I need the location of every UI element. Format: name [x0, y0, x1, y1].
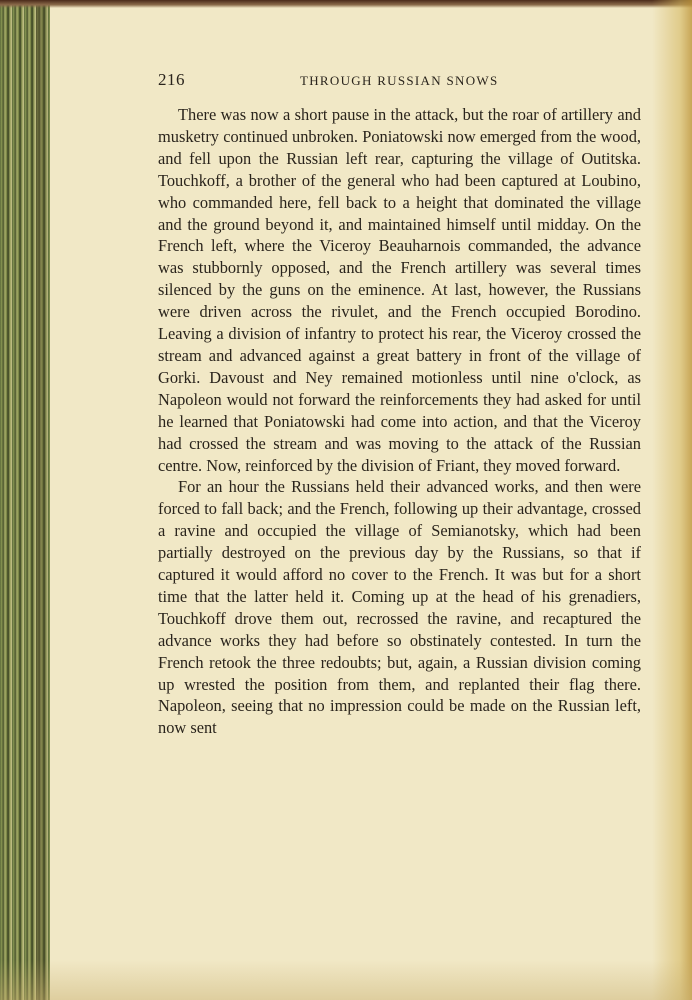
book-binding	[0, 0, 50, 1000]
bottom-page-edge	[0, 960, 692, 1000]
right-page-edge	[652, 0, 692, 1000]
paragraph-2: For an hour the Russians held their advanced works, and then were forced to fall back; and the French, following up their advantage, crossed a ravine and occupied the village of Semianotsky, which had been partially destroyed on the previous day by the Russians, so that if captured it would afford no cover to the French. It was but for a short time that the latter held it. Coming up at the head of his grenadiers, Touchkoff drove them out, recrossed the ravine, and recaptured the advance works they had before so obstinately contested. In turn the French retook the three redoubts; but, again, a Russian division coming up wrested the position from them, and replanted their flag there. Napoleon, seeing that no impression could be made on the Russian left, now sent	[158, 477, 641, 738]
running-head	[158, 70, 641, 94]
page-text-block	[158, 70, 641, 739]
paragraph-1: There was now a short pause in the attack, but the roar of artillery and musketry continued unbroken. Poniatowski now emerged from the wood, and fell upon the Russian left rear, capturing the village of Outitska. Touchkoff, a brother of the general who had been captured at Loubino, who commanded here, fell back to a height that dominated the village and the ground beyond it, and maintained himself until midday. On the French left, where the Viceroy Beauharnois commanded, the advance was stubbornly opposed, and the French artillery was several times silenced by the guns on the eminence. At last, however, the Russians were driven across the rivulet, and the French occupied Borodino. Leaving a division of infantry to protect his rear, the Viceroy crossed the stream and advanced against a great battery in front of the village of Gorki. Davoust and Ney remained motionless until nine o'clock, as Napoleon would not forward the reinforcements they had asked for until he learned that Poniatowski had come into action, and that the Viceroy had crossed the stream and was moving to the attack of the Russian centre. Now, reinforced by the division of Friant, they moved forward.	[158, 105, 641, 475]
top-page-edge	[0, 0, 692, 8]
page-number: 216	[158, 70, 185, 89]
running-title: THROUGH RUSSIAN SNOWS	[300, 73, 499, 88]
